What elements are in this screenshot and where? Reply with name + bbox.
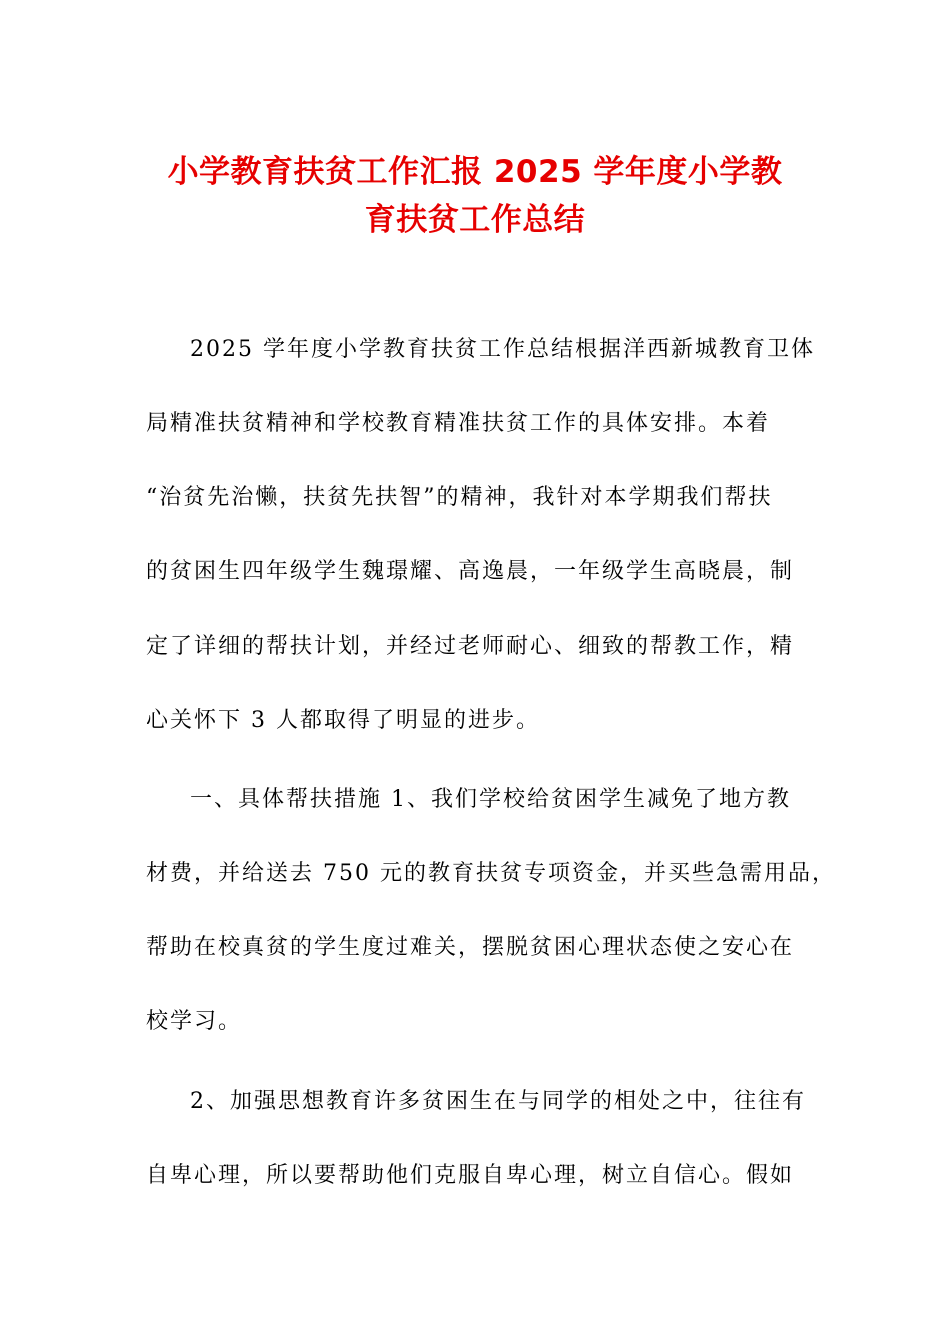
body-line-11: 2、加强思想教育许多贫困生在与同学的相处之中，往往有	[190, 1089, 806, 1114]
title-line-1: 小学教育扶贫工作汇报 2025 学年度小学教	[167, 154, 783, 190]
body-line-2: 局精准扶贫精神和学校教育精准扶贫工作的具体安排。本着	[146, 411, 771, 436]
document-title	[120, 148, 830, 244]
body-line-6: 心关怀下 3 人都取得了明显的进步。	[146, 708, 540, 733]
body-line-4: 的贫困生四年级学生魏璟耀、高逸晨，一年级学生高晓晨，制	[146, 559, 795, 584]
body-line-10: 校学习。	[146, 1009, 243, 1034]
title-line-2: 育扶贫工作总结	[364, 202, 586, 238]
body-line-1: 2025 学年度小学教育扶贫工作总结根据洋西新城教育卫体	[190, 337, 815, 362]
body-line-7: 一、具体帮扶措施 1、我们学校给贫困学生减免了地方教	[190, 787, 791, 812]
body-line-12: 自卑心理，所以要帮助他们克服自卑心理，树立自信心。假如	[146, 1163, 795, 1188]
body-line-3: “治贫先治懒，扶贫先扶智”的精神，我针对本学期我们帮扶	[146, 485, 773, 510]
body-line-8: 材费，并给送去 750 元的教育扶贫专项资金，并买些急需用品，	[146, 861, 836, 886]
body-line-9: 帮助在校真贫的学生度过难关，摆脱贫困心理状态使之安心在	[146, 935, 795, 960]
body-line-5: 定了详细的帮扶计划，并经过老师耐心、细致的帮教工作，精	[146, 634, 795, 659]
